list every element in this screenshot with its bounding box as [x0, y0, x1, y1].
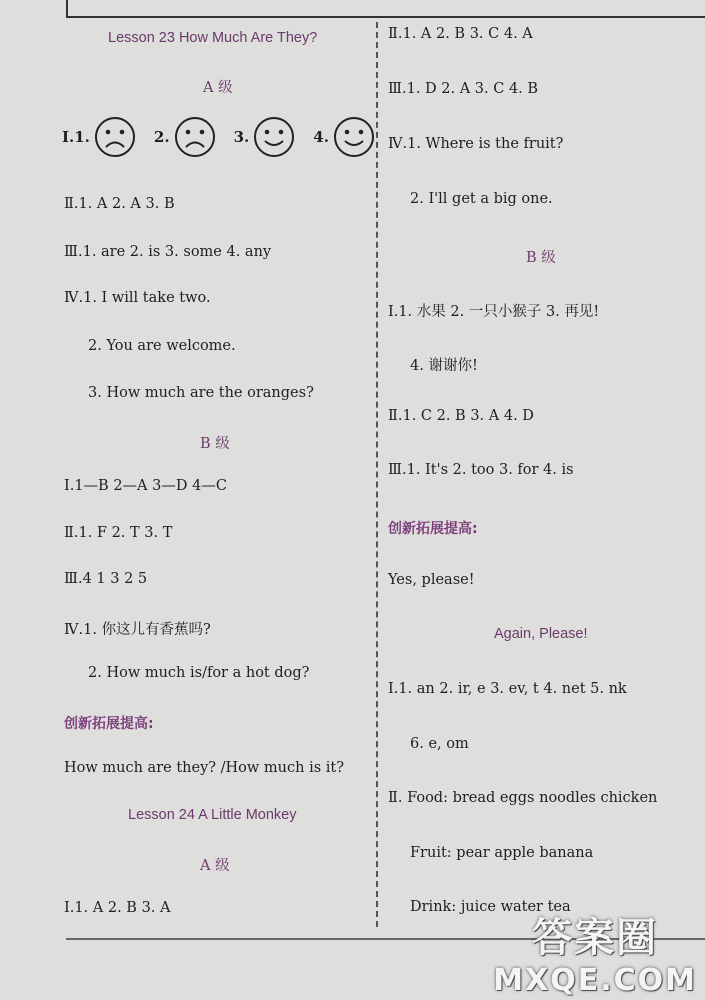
happy-face-icon: [253, 116, 295, 158]
answer-line: 4. 谢谢你!: [410, 358, 478, 374]
watermark-logo-text: 答案圈: [532, 915, 659, 961]
answer-line: 2. You are welcome.: [88, 338, 236, 354]
face-num-3: 3.: [233, 128, 250, 146]
extension-answer-right: Yes, please!: [388, 572, 475, 588]
face-num-1: 1.: [74, 128, 90, 146]
answer-line: Ⅱ.1. C 2. B 3. A 4. D: [388, 408, 534, 424]
face-num-2: 2.: [153, 128, 170, 146]
a-level-heading: A 级: [203, 80, 233, 96]
answer-line: 2. How much is/for a hot dog?: [88, 665, 310, 681]
site-watermark: [493, 906, 697, 998]
b-level-heading: B 级: [200, 436, 230, 452]
column-divider: [376, 22, 378, 927]
lesson24-title: Lesson 24 A Little Monkey: [128, 807, 297, 823]
face-num-4: 4.: [313, 128, 329, 146]
extension-heading: 创新拓展提高:: [64, 716, 154, 732]
answer-line: Ⅱ. Food: bread eggs noodles chicken: [388, 790, 658, 806]
watermark-url: MXQE.COM: [493, 963, 697, 998]
extension-heading-right: 创新拓展提高:: [388, 521, 478, 537]
answer-line: Ⅰ.1. 水果 2. 一只小猴子 3. 再见!: [388, 304, 600, 320]
lesson23-title: Lesson 23 How Much Are They?: [108, 30, 318, 46]
answer-line: Fruit: pear apple banana: [410, 845, 594, 861]
face-answers: [62, 116, 375, 158]
answer-line: Ⅱ.1. A 2. A 3. B: [64, 196, 175, 212]
answer-line: 3. How much are the oranges?: [88, 385, 314, 401]
top-border: [66, 0, 705, 18]
again-please-title: Again, Please!: [494, 626, 588, 642]
answer-line: Ⅰ.1—B 2—A 3—D 4—C: [64, 478, 227, 494]
sad-face-icon: [94, 116, 136, 158]
face-section-label: Ⅰ.: [62, 128, 75, 146]
answer-line: Ⅲ.1. It's 2. too 3. for 4. is: [388, 462, 574, 478]
answer-line: Drink: juice water tea: [410, 899, 571, 915]
answer-line: Ⅲ.1. D 2. A 3. C 4. B: [388, 81, 539, 97]
answer-line: Ⅱ.1. F 2. T 3. T: [64, 525, 173, 541]
answer-line: Ⅲ.1. are 2. is 3. some 4. any: [64, 244, 272, 260]
answer-line: 6. e, om: [410, 736, 469, 752]
answer-line: Ⅱ.1. A 2. B 3. C 4. A: [388, 26, 533, 42]
a-level-heading-2: A 级: [200, 858, 230, 874]
answer-line: Ⅰ.1. A 2. B 3. A: [64, 900, 171, 916]
happy-face-icon: [333, 116, 375, 158]
extension-answer: How much are they? /How much is it?: [64, 760, 345, 776]
answer-line: Ⅲ.4 1 3 2 5: [64, 571, 148, 587]
answer-line: Ⅳ.1. I will take two.: [64, 290, 211, 306]
answer-line: Ⅳ.1. Where is the fruit?: [388, 136, 564, 152]
b-level-heading-right: B 级: [526, 250, 556, 266]
answer-line: 2. I'll get a big one.: [410, 191, 553, 207]
answer-line: Ⅳ.1. 你这儿有香蕉吗?: [64, 622, 211, 638]
answer-line: Ⅰ.1. an 2. ir, e 3. ev, t 4. net 5. nk: [388, 681, 627, 697]
sad-face-icon: [174, 116, 216, 158]
